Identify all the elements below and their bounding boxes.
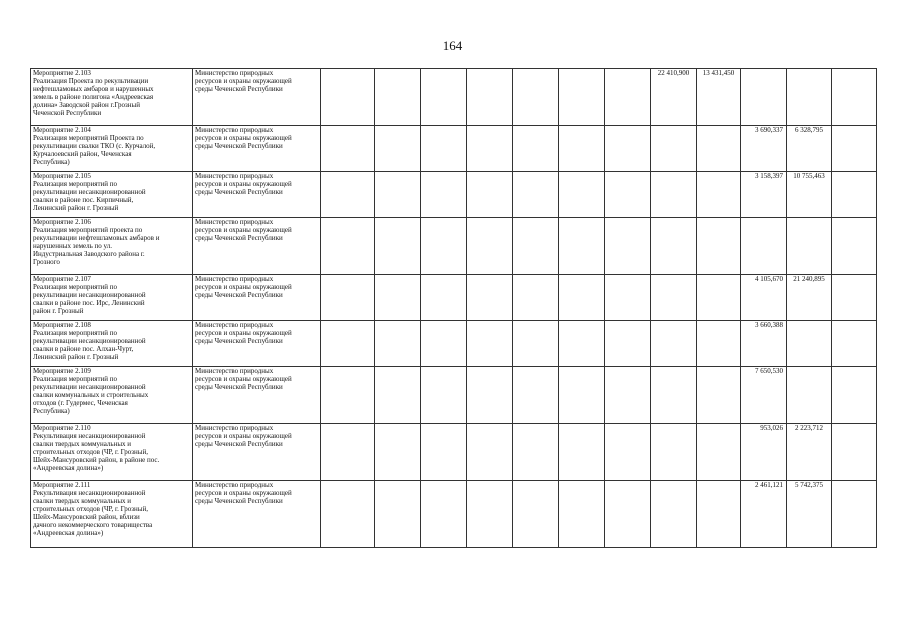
empty-cell [832,481,877,548]
empty-cell [321,172,375,218]
empty-cell [321,275,375,321]
empty-cell [375,218,421,275]
value-cell [787,321,832,367]
measures-table [30,68,877,548]
empty-cell [421,69,467,126]
value-cell [651,481,697,548]
value-cell [697,367,741,424]
empty-cell [832,126,877,172]
empty-cell [559,218,605,275]
measure-description-cell: Мероприятие 2.110 Рекультивация несанкционированной свалки твердых коммунальных и строительных отходов (ЧР, г. Грозный, Шейх-Мансуровский район, в районе пос. «Андреевская долина») [31,424,193,481]
value-cell [697,218,741,275]
table-row [31,218,877,275]
value-cell [651,218,697,275]
empty-cell [513,275,559,321]
empty-cell [375,69,421,126]
table-row [31,424,877,481]
empty-cell [321,424,375,481]
empty-cell [605,275,651,321]
empty-cell [832,172,877,218]
empty-cell [513,481,559,548]
empty-cell [321,367,375,424]
measure-description-cell: Мероприятие 2.105 Реализация мероприятий по рекультивации несанкционированной свалки в районе пос. Кирпичный, Ленинский район г. Грозный [31,172,193,218]
table-row [31,69,877,126]
empty-cell [421,424,467,481]
responsible-executor-cell: Министерство природных ресурсов и охраны окружающей среды Чеченской Республики [193,69,321,126]
empty-cell [559,275,605,321]
empty-cell [467,367,513,424]
value-cell: 5 742,375 [787,481,832,548]
empty-cell [832,69,877,126]
value-cell [697,424,741,481]
value-cell: 10 755,463 [787,172,832,218]
empty-cell [513,321,559,367]
empty-cell [421,367,467,424]
empty-cell [605,126,651,172]
empty-cell [467,69,513,126]
empty-cell [467,275,513,321]
empty-cell [559,172,605,218]
empty-cell [321,321,375,367]
empty-cell [421,481,467,548]
empty-cell [467,321,513,367]
empty-cell [467,481,513,548]
responsible-executor-cell: Министерство природных ресурсов и охраны окружающей среды Чеченской Республики [193,367,321,424]
empty-cell [421,126,467,172]
value-cell [697,172,741,218]
empty-cell [375,275,421,321]
empty-cell [467,172,513,218]
value-cell: 953,026 [741,424,787,481]
responsible-executor-cell: Министерство природных ресурсов и охраны окружающей среды Чеченской Республики [193,218,321,275]
empty-cell [513,367,559,424]
value-cell [651,367,697,424]
empty-cell [375,367,421,424]
empty-cell [605,172,651,218]
empty-cell [467,424,513,481]
empty-cell [513,126,559,172]
empty-cell [559,367,605,424]
table-row [31,481,877,548]
empty-cell [832,424,877,481]
value-cell [651,424,697,481]
empty-cell [605,218,651,275]
table-body [31,69,877,548]
empty-cell [832,321,877,367]
value-cell: 4 105,670 [741,275,787,321]
responsible-executor-cell: Министерство природных ресурсов и охраны окружающей среды Чеченской Республики [193,321,321,367]
responsible-executor-cell: Министерство природных ресурсов и охраны окружающей среды Чеченской Республики [193,481,321,548]
value-cell: 3 690,337 [741,126,787,172]
empty-cell [605,321,651,367]
empty-cell [559,69,605,126]
empty-cell [605,424,651,481]
table-row [31,172,877,218]
empty-cell [375,126,421,172]
value-cell: 3 158,397 [741,172,787,218]
measure-description-cell: Мероприятие 2.103 Реализация Проекта по рекультивации нефтешламовых амбаров и нарушенных земель в районе полигона «Андреевская долина» Заводской район г.Грозный Чеченской Республики [31,69,193,126]
responsible-executor-cell: Министерство природных ресурсов и охраны окружающей среды Чеченской Республики [193,126,321,172]
empty-cell [605,69,651,126]
empty-cell [832,275,877,321]
empty-cell [513,69,559,126]
page-number: 164 [442,38,463,53]
empty-cell [513,172,559,218]
measure-description-cell: Мероприятие 2.109 Реализация мероприятий по рекультивации несанкционированной свалки коммунальных и строительных отходов (г. Гудермес, Чеченская Республика) [31,367,193,424]
measure-description-cell: Мероприятие 2.106 Реализация мероприятий проекта по рекультивации нефтешламовых амбаров и нарушенных земель по ул. Индустриальная Заводского района г. Грозного [31,218,193,275]
table-row [31,321,877,367]
empty-cell [559,481,605,548]
table-row [31,275,877,321]
value-cell [697,321,741,367]
empty-cell [559,321,605,367]
empty-cell [421,218,467,275]
value-cell [651,321,697,367]
empty-cell [375,481,421,548]
empty-cell [321,69,375,126]
value-cell [651,172,697,218]
value-cell: 22 410,900 [651,69,697,126]
empty-cell [421,172,467,218]
empty-cell [559,424,605,481]
empty-cell [605,367,651,424]
measure-description-cell: Мероприятие 2.108 Реализация мероприятий по рекультивации несанкционированной свалки в районе пос. Алхан-Чурт, Ленинский район г. Грозный [31,321,193,367]
value-cell: 2 223,712 [787,424,832,481]
measure-description-cell: Мероприятие 2.107 Реализация мероприятий по рекультивации несанкционированной свалки в районе пос. Ирс, Ленинский район г. Грозный [31,275,193,321]
measure-description-cell: Мероприятие 2.111 Рекультивация несанкционированной свалки твердых коммунальных и строительных отходов (ЧР, г. Грозный, Шейх-Мансуровский район, вблизи дачного некоммерческого товарищества «Андреевская долина») [31,481,193,548]
value-cell [787,367,832,424]
measure-description-cell: Мероприятие 2.104 Реализация мероприятий Проекта по рекультивации свалки ТКО (с. Курчалой, Курчалоевский район, Чеченская Республика) [31,126,193,172]
table-row [31,126,877,172]
value-cell: 3 660,388 [741,321,787,367]
empty-cell [513,218,559,275]
value-cell: 21 240,895 [787,275,832,321]
value-cell [741,218,787,275]
empty-cell [321,218,375,275]
value-cell [697,481,741,548]
value-cell [787,218,832,275]
empty-cell [832,367,877,424]
responsible-executor-cell: Министерство природных ресурсов и охраны окружающей среды Чеченской Республики [193,424,321,481]
empty-cell [513,424,559,481]
value-cell [787,69,832,126]
empty-cell [375,321,421,367]
value-cell: 7 650,530 [741,367,787,424]
empty-cell [321,481,375,548]
value-cell: 13 431,450 [697,69,741,126]
value-cell: 6 328,795 [787,126,832,172]
value-cell [651,275,697,321]
value-cell: 2 461,121 [741,481,787,548]
table-row [31,367,877,424]
empty-cell [832,218,877,275]
empty-cell [321,126,375,172]
empty-cell [467,218,513,275]
empty-cell [559,126,605,172]
empty-cell [375,172,421,218]
empty-cell [467,126,513,172]
empty-cell [605,481,651,548]
value-cell [697,126,741,172]
responsible-executor-cell: Министерство природных ресурсов и охраны окружающей среды Чеченской Республики [193,275,321,321]
value-cell [697,275,741,321]
empty-cell [421,321,467,367]
empty-cell [375,424,421,481]
responsible-executor-cell: Министерство природных ресурсов и охраны окружающей среды Чеченской Республики [193,172,321,218]
empty-cell [421,275,467,321]
value-cell [651,126,697,172]
value-cell [741,69,787,126]
